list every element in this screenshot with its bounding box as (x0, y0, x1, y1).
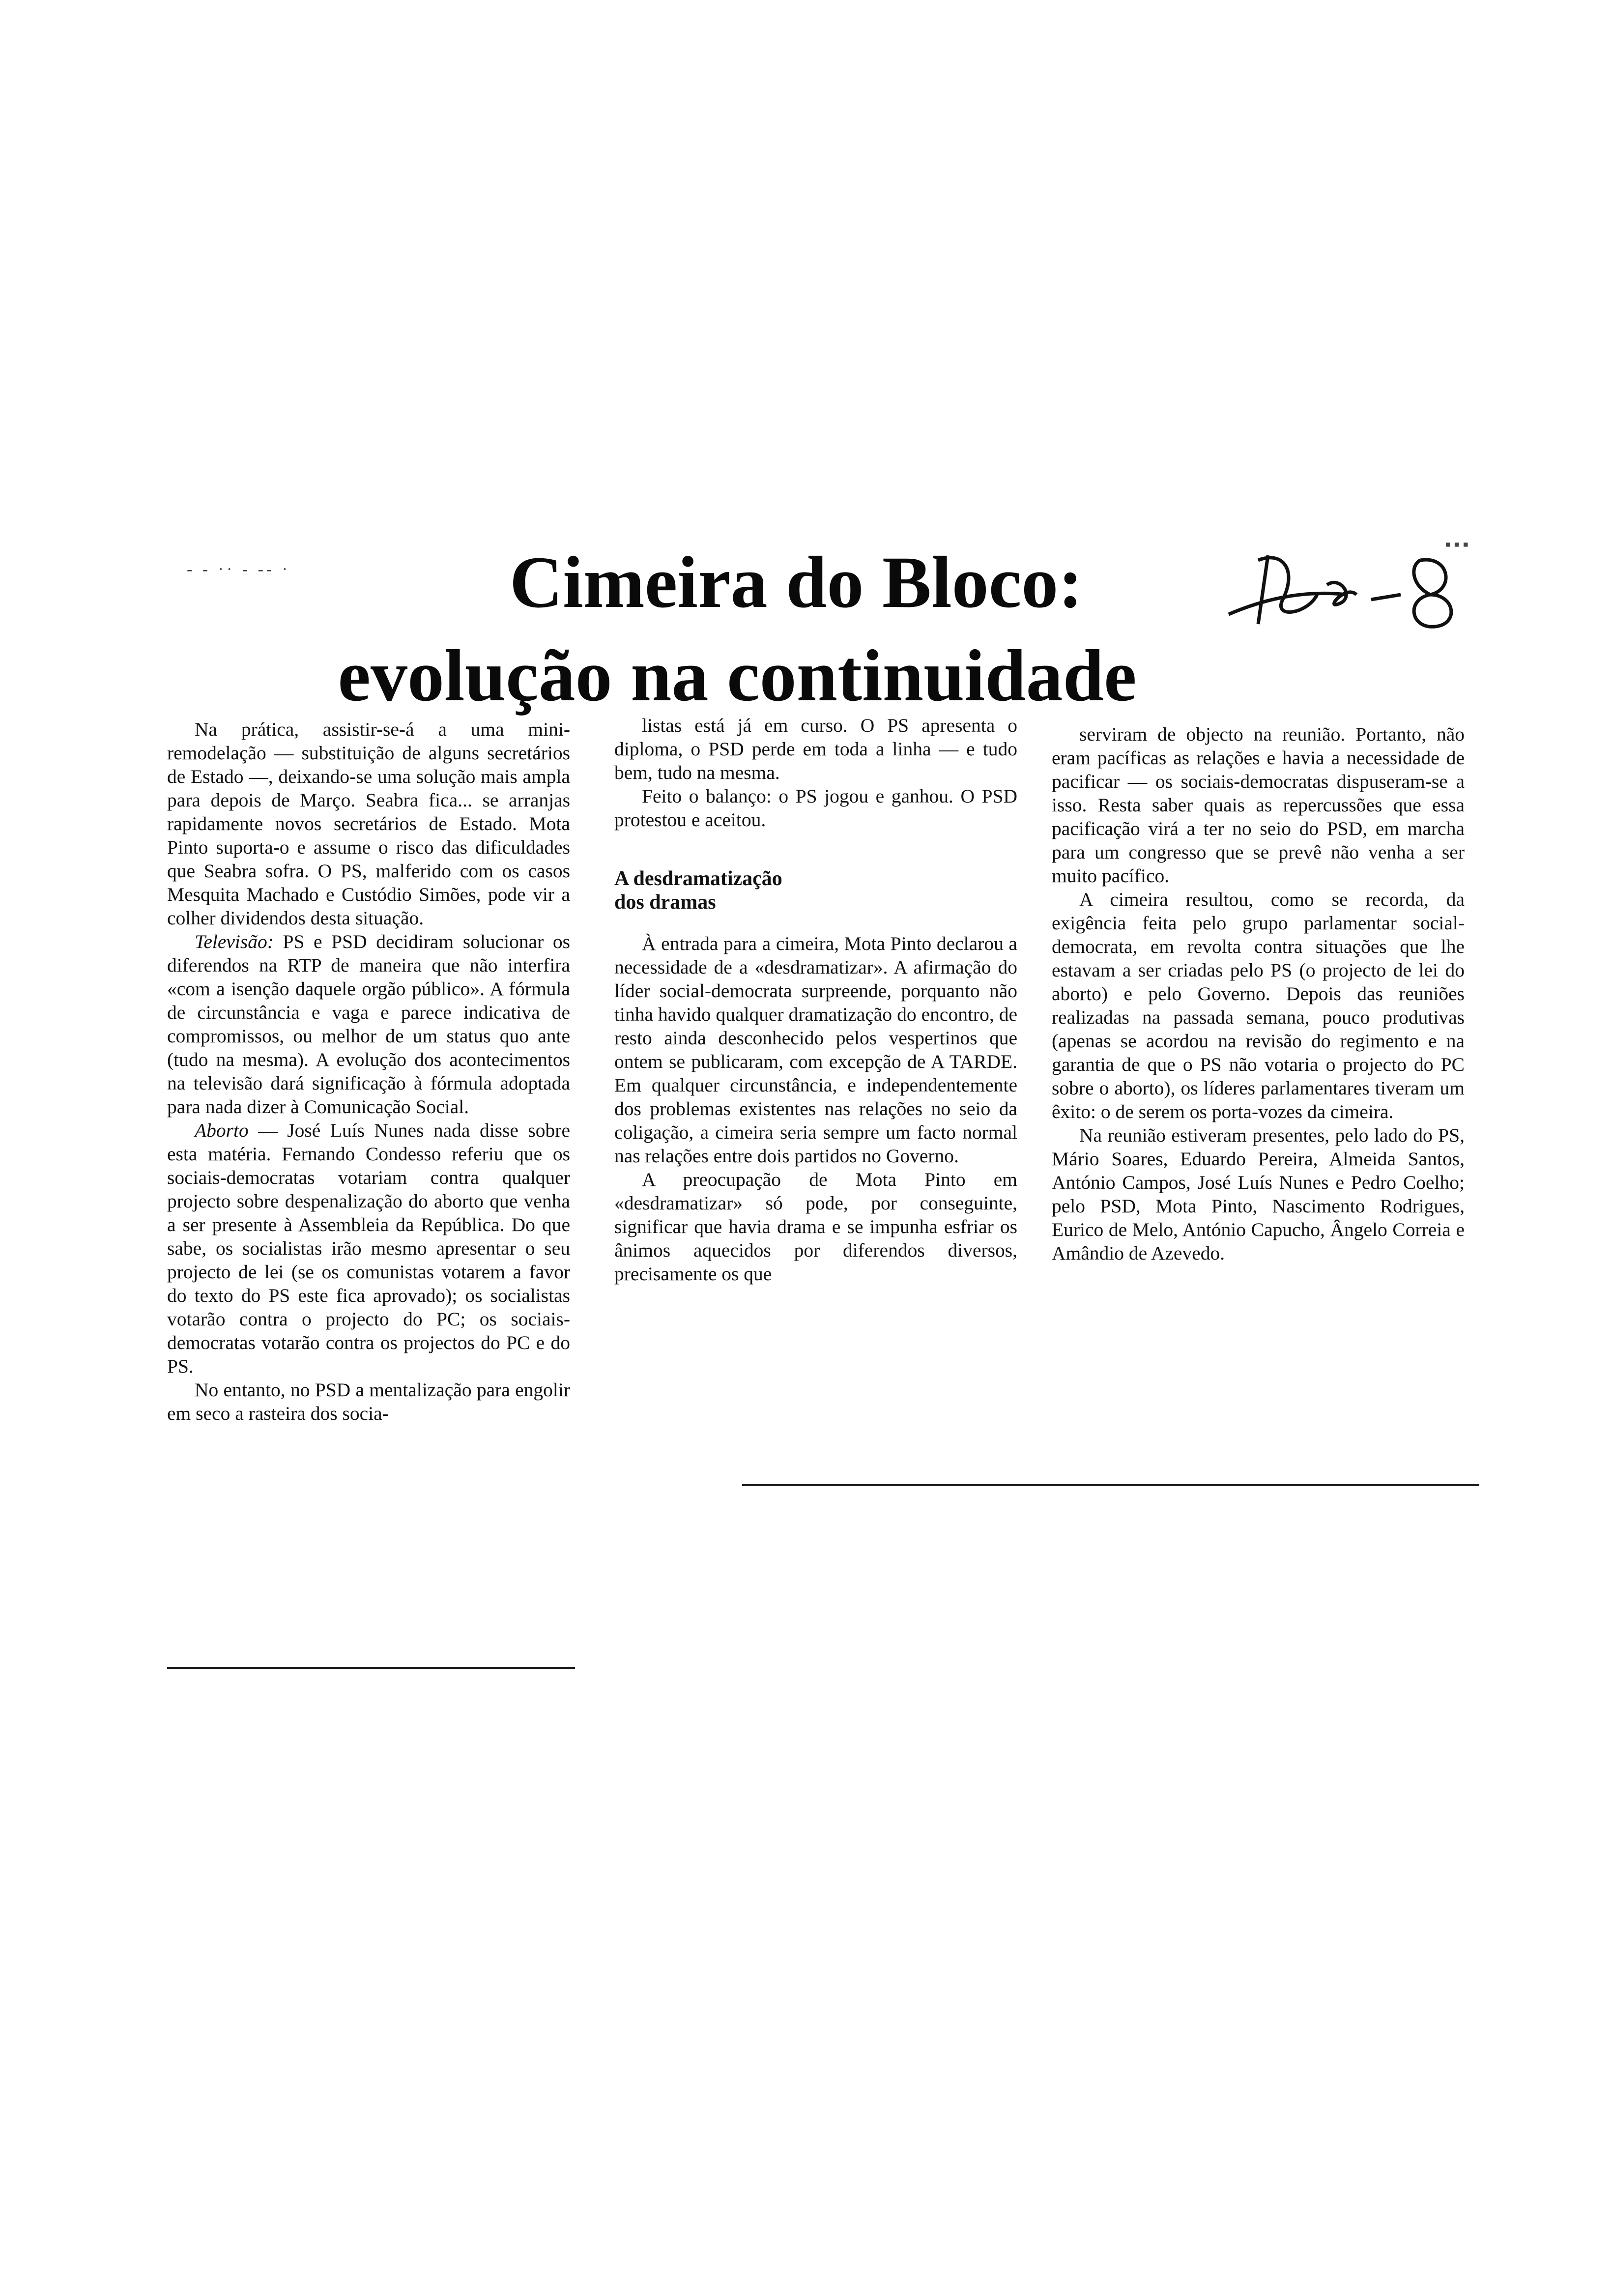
paragraph: Na prática, assistir-se-á a uma mini-remodelação — substituição de alguns secretários de Estado —, deixando-se uma solução mais ampla para depois de Março. Seabra fica... se arranjas rapidamente novos secretários de Estado. Mota Pinto suporta-o e assume o risco das dificuldades que Seabra sofra. O PS, malferido com os casos Mesquita Machado e Custódio Simões, pode vir a colher dividendos desta situação. (167, 718, 570, 929)
column-3 (1052, 722, 1465, 1265)
paragraph: À entrada para a cimeira, Mota Pinto declarou a necessidade de a «desdramatizar». A afirmação do líder social-democrata surpreende, porquanto não tinha havido qualquer dramatização do encontro, de resto ainda desconhecido pelos vespertinos que ontem se publicaram, com excepção de A TARDE. Em qualquer circunstância, e independentemente dos problemas existentes nas relações no seio da coligação, a cimeira seria sempre um facto normal nas relações entre dois partidos no Governo. (614, 933, 1017, 1167)
headline-line-2: evolução na continuidade (338, 635, 1137, 717)
column-1 (167, 718, 570, 1425)
paragraph (167, 930, 570, 1119)
bottom-rule (167, 1667, 575, 1669)
handwritten-annotation (1224, 541, 1479, 639)
paragraph: Na reunião estiveram presentes, pelo lado do PS, Mário Soares, Eduardo Pereira, Almeida Santos, António Campos, José Luís Nunes e Pedro Coelho; pelo PSD, Mota Pinto, Nascimento Rodrigues, Eurico de Melo, António Capucho, Ângelo Correia e Amândio de Azevedo. (1052, 1124, 1465, 1264)
subheading-line-2: dos dramas (614, 891, 716, 914)
paragraph-lead: Aborto (195, 1119, 249, 1141)
paragraph-body: PS e PSD decidiram solucionar os diferendos na RTP de maneira que não interfira «com a isenção daquele orgão público». A fórmula de circunstância e vaga e parece indicativa de compromissos, ou melhor de um status quo ante (tudo na mesma). A evolução dos acontecimentos na televisão dará significação à fórmula adoptada para nada dizer à Comunicação Social. (167, 931, 570, 1118)
scan-noise: - - ·· - -- · (187, 560, 291, 578)
column-2 (614, 714, 1017, 1286)
headline-line-1: Cimeira do Bloco: (509, 542, 1083, 623)
paragraph: A cimeira resultou, como se recorda, da exigência feita pelo grupo parlamentar social-democrata, em revolta contra situações que lhe estavam a ser criadas pelo PS (o projecto de lei do aborto) e pelo Governo. Depois das reuniões realizadas na passada semana, pouco produtivas (apenas se acordou na revisão do regimento e na garantia de que o PS não votaria o projecto do PC sobre o aborto), os líderes parlamentares tiveram um êxito: o de serem os porta-vozes da cimeira. (1052, 889, 1465, 1122)
subheading (614, 867, 1017, 914)
subheading-line-1: A desdramatização (614, 867, 782, 890)
bottom-rule (742, 1484, 1479, 1486)
paragraph: serviram de objecto na reunião. Portanto, não eram pacíficas as relações e havia a necessidade de pacificar — os sociais-democratas dispuseram-se a isso. Resta saber quais as repercussões que essa pacificação virá a ter no seio do PSD, em marcha para um congresso que se prevê não venha a ser muito pacífico. (1052, 723, 1465, 887)
paragraph: A preocupação de Mota Pinto em «desdramatizar» só pode, por conseguinte, significar que havia drama e se impunha esfriar os ânimos aquecidos por diferendos diversos, precisamente os que (614, 1169, 1017, 1285)
paragraph: Feito o balanço: o PS jogou e ganhou. O PSD protestou e aceitou. (614, 785, 1017, 831)
paragraph: No entanto, no PSD a mentalização para engolir em seco a rasteira dos socia- (167, 1379, 570, 1424)
paragraph (167, 1119, 570, 1378)
paragraph-lead: Televisão: (195, 931, 274, 952)
paragraph: listas está já em curso. O PS apresenta o diploma, o PSD perde em toda a linha — e tudo bem, tudo na mesma. (614, 715, 1017, 783)
scan-noise: ▪▪▪ (1445, 536, 1472, 554)
paragraph-body: — José Luís Nunes nada disse sobre esta matéria. Fernando Condesso referiu que os sociais-democratas votariam contra qualquer projecto sobre despenalização do aborto que venha a ser presente à Assembleia da República. Do que sabe, os socialistas irão mesmo apresentar o seu projecto de lei (se os comunistas votarem a favor do texto do PS este fica aprovado); os socialistas votarão contra o projecto do PC; os sociais-democratas votarão contra os projectos do PC e do PS. (167, 1119, 570, 1377)
newspaper-clipping (167, 531, 1484, 1700)
